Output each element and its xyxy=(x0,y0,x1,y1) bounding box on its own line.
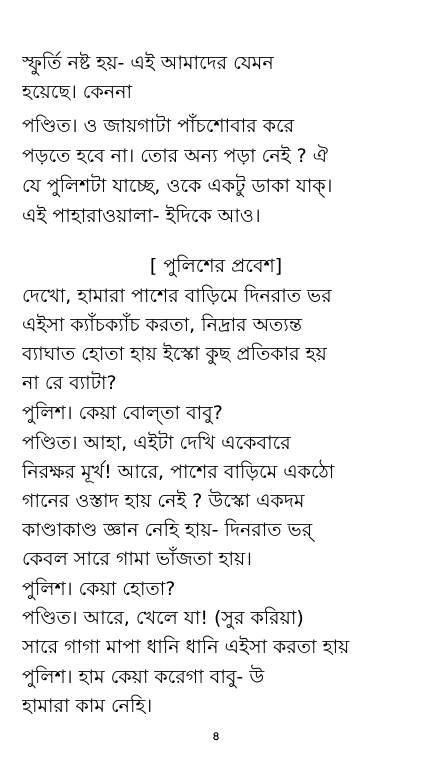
text-line: যে পুলিশটা যাচ্ছে, ওকে একটু ডাকা যাক্। xyxy=(22,175,333,197)
text-line: এই পাহারাওয়ালা- ইদিকে আও। xyxy=(22,205,261,227)
text-line: পুলিশ। কেয়া বোল্‌তা বাবু? xyxy=(22,402,223,424)
text-line: পণ্ডিত। আরে, খেলে যা! (সুর করিয়া) xyxy=(22,607,304,629)
page-number: ৪ xyxy=(212,729,220,743)
text-line: গানের ওস্তাদ হায় নেই ? উস্কো একদম xyxy=(22,490,305,512)
text-line: ব্যাঘাত হোতা হায় ইস্কো কুছ প্রতিকার হয় xyxy=(22,343,327,365)
text-line: পুলিশ। হাম কেয়া করেগা বাবু- উ xyxy=(22,666,265,688)
text-line: নিরক্ষর মূর্খ! আরে, পাশের বাড়িমে একঠো xyxy=(22,461,335,483)
scene-heading: [ পুলিশের প্রবেশ] xyxy=(149,255,283,277)
text-line: হামারা কাম নেহি। xyxy=(22,695,153,717)
text-line: দেখো, হামারা পাশের বাড়িমে দিনরাত ভর xyxy=(22,285,332,307)
text-line: সারে গাগা মাপা ধানি ধানি এইসা করতা হায় xyxy=(22,636,350,658)
text-line: কাণ্ডাকাণ্ড জ্ঞান নেহি হায়- দিনরাত ভর্ xyxy=(22,519,313,541)
text-line: কেবল সারে গামা ভাঁজতা হায়। xyxy=(22,548,252,570)
text-line: পুলিশ। কেয়া হোতা? xyxy=(22,578,176,600)
text-line: স্ফুর্তি নষ্ট হয়- এই আমাদের যেমন xyxy=(22,52,274,74)
text-line: হয়েছে। কেননা xyxy=(22,81,132,103)
text-line: পণ্ডিত। আহা, এইটা দেখি একেবারে xyxy=(22,432,291,454)
text-line: পণ্ডিত। ও জায়গাটা পাঁচশোবার করে xyxy=(22,115,295,137)
text-line: পড়তে হবে না। তোর অন্য পড়া নেই ? ঐ xyxy=(22,145,328,167)
text-line: না রে ব্যাটা? xyxy=(22,372,117,394)
text-line: এইসা ক্যাঁচক্যাঁচ করতা, নিদ্রার অত্যন্ত xyxy=(22,314,302,336)
